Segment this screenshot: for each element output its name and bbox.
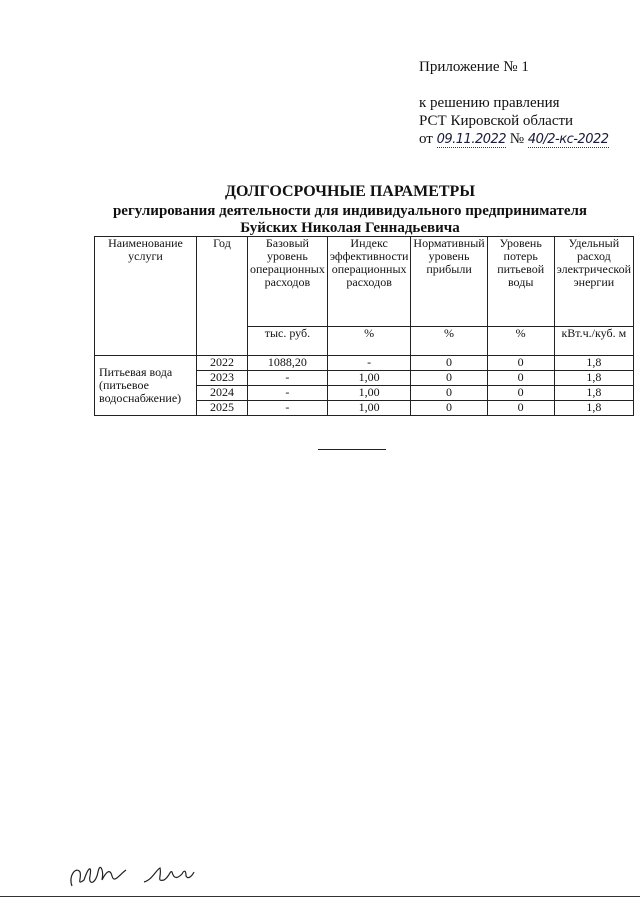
decision-line-3 (419, 130, 609, 149)
cell-profit-level: 0 (411, 401, 487, 416)
entrepreneur-name: Буйских Николая Геннадьевича (240, 220, 460, 236)
cell-year: 2022 (197, 356, 248, 371)
cell-year: 2024 (197, 386, 248, 401)
decision-prefix: от (419, 131, 433, 147)
decision-date: 09.11.2022 (436, 132, 507, 147)
service-name: Питьевая вода (питьевое водоснабжение) (95, 356, 197, 416)
header-profit-level: Нормативный уровень прибыли (411, 237, 487, 327)
header-energy-consumption: Удельный расход электрической энергии (554, 237, 633, 327)
decision-reference (419, 94, 609, 149)
header-base-costs: Базовый уровень операционных расходов (248, 237, 328, 327)
cell-water-losses: 0 (487, 371, 554, 386)
cell-energy-consumption: 1,8 (554, 401, 633, 416)
table-header-row (95, 237, 634, 327)
table-row (95, 356, 634, 371)
cell-water-losses: 0 (487, 356, 554, 371)
header-year: Год (197, 237, 248, 356)
cell-efficiency-index: 1,00 (327, 401, 411, 416)
signature-scribble-1 (66, 858, 130, 892)
cell-base-costs: - (248, 386, 328, 401)
cell-energy-consumption: 1,8 (554, 356, 633, 371)
signature-scribble-2 (142, 858, 196, 888)
cell-efficiency-index: 1,00 (327, 371, 411, 386)
cell-water-losses: 0 (487, 401, 554, 416)
cell-year: 2025 (197, 401, 248, 416)
cell-year: 2023 (197, 371, 248, 386)
decision-number: 40/2-кс-2022 (527, 132, 609, 147)
appendix-label: Приложение № 1 (419, 59, 529, 75)
parameters-table (94, 236, 634, 416)
decision-line-1: к решению правления (419, 95, 560, 111)
cell-profit-level: 0 (411, 356, 487, 371)
cell-efficiency-index: 1,00 (327, 386, 411, 401)
document-title: ДОЛГОСРОЧНЫЕ ПАРАМЕТРЫ (224, 183, 476, 200)
document-subtitle: регулирования деятельности для индивидуального предпринимателя (112, 203, 588, 219)
unit-water-losses: % (487, 327, 554, 356)
unit-base-costs: тыс. руб. (248, 327, 328, 356)
cell-water-losses: 0 (487, 386, 554, 401)
unit-energy-consumption: кВт.ч./куб. м (554, 327, 633, 356)
cell-profit-level: 0 (411, 386, 487, 401)
unit-profit-level: % (411, 327, 487, 356)
end-separator-line (318, 449, 386, 450)
header-water-losses: Уровень потерь питьевой воды (487, 237, 554, 327)
unit-efficiency-index: % (327, 327, 411, 356)
cell-base-costs: - (248, 371, 328, 386)
header-efficiency-index: Индекс эффективности операционных расходов (327, 237, 411, 327)
header-service: Наименование услуги (95, 237, 197, 356)
page-bottom-border (0, 896, 640, 897)
cell-efficiency-index: - (327, 356, 411, 371)
cell-base-costs: - (248, 401, 328, 416)
decision-number-sign: № (509, 131, 525, 147)
decision-line-2: РСТ Кировской области (419, 113, 574, 129)
cell-energy-consumption: 1,8 (554, 371, 633, 386)
cell-energy-consumption: 1,8 (554, 386, 633, 401)
cell-profit-level: 0 (411, 371, 487, 386)
cell-base-costs: 1088,20 (248, 356, 328, 371)
